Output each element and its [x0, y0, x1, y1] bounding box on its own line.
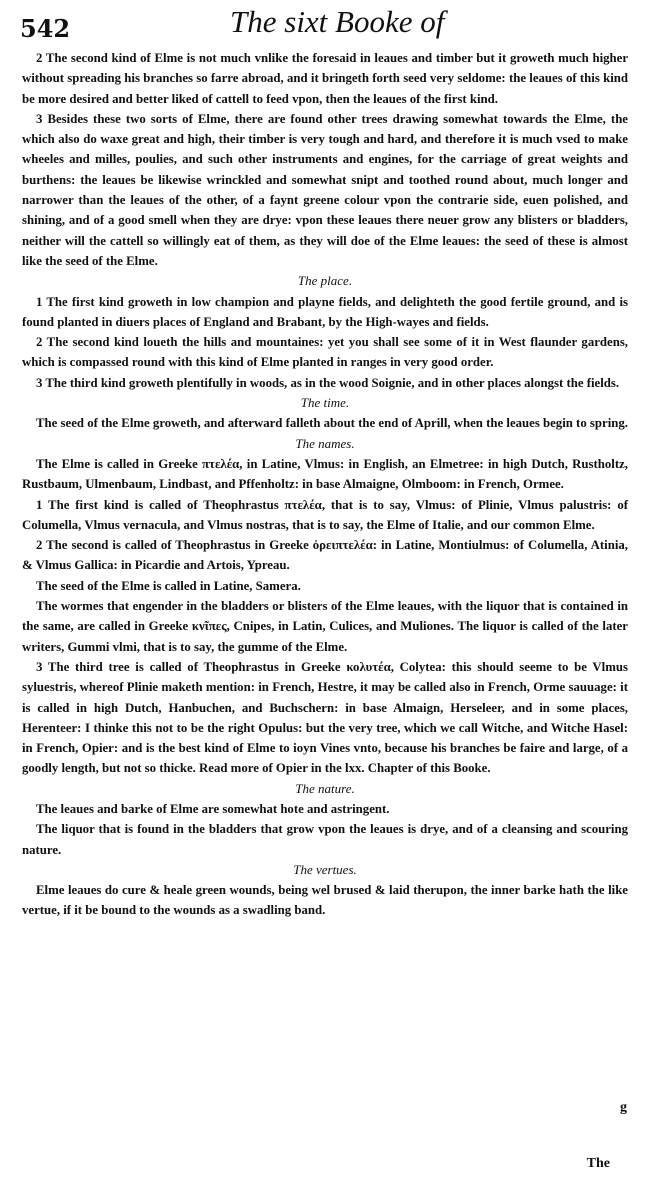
paragraph-names-3: 3 The third tree is called of Theophrastus in Greeke κολυτέα, Colytea: this should seeme to be Vlmus syluestris, whereof Plinie maketh mention: in French, Hestre, it may be called also in French, Orme sauuage: it is called in high Dutch, Hanbuchen, and Buchschern: in base Almaign, Herseleer, and in some places, Herenteer: I thinke this not to be the right Opulus: but the very tree, which we call Witche, and Witche Hasel: in French, Opier: and is the best kind of Elme to ioyn Vines vnto, because his branches be faire and large, of a goodly length, but not so thicke. Read more of Opier in the lxx. Chapter of this Booke. — [22, 659, 628, 776]
paragraph-place-2: 2 The second kind loueth the hills and mountaines: yet you shall see some of it in West flaunder gardens, which is compassed round with this kind of Elme planted in ranges in very good order. — [22, 335, 628, 370]
paragraph-names-wormes: The wormes that engender in the bladders or blisters of the Elme leaues, with the liquor that is contained in the same, are called in Greeke κνῖπες, Cnipes, in Latin, Culices, and Muliones. The liquor is called of the later writers, Gummi vlmi, that is to say, the gumme of the Elme. — [22, 599, 628, 654]
paragraph-time: The seed of the Elme groweth, and afterward falleth about the end of Aprill, when the leaues begin to spring. — [36, 416, 628, 431]
section-heading-vertues: The vertues. — [293, 861, 357, 877]
paragraph-names-seed: The seed of the Elme is called in Latine, Samera. — [36, 578, 301, 593]
section-heading-place: The place. — [297, 273, 353, 289]
paragraph-nature-2: The liquor that is found in the bladders that grow vpon the leaues is drye, and of a cleansing and scouring nature. — [22, 822, 628, 857]
paragraph-second-elme: 2 The second kind of Elme is not much vnlike the foresaid in leaues and timber but it groweth much higher without spreading his branches so farre abroad, and it bringeth forth seed very seldome: the leaues of this kind be more desired and better liked of cattell to feed vpon, then the leaues of the first kind. — [22, 51, 628, 106]
section-heading-nature: The nature. — [295, 780, 355, 796]
paragraph-names-2: 2 The second is called of Theophrastus in Greeke ὀρειπτελέα: in Latine, Montiulmus: of Columella, Atinia, & Vlmus Gallica: in Picardie and Artois, Ypreau. — [22, 538, 628, 573]
page-number: 542 — [20, 14, 71, 43]
paragraph-nature-1: The leaues and barke of Elme are somewhat hote and astringent. — [36, 801, 390, 816]
paragraph-vertues: Elme leaues do cure & heale green wounds, being wel brused & laid therupon, the inner barke hath the like vertue, if it be bound to the wounds as a swadling band. — [22, 883, 628, 918]
paragraph-place-1: 1 The first kind groweth in low champion and playne fields, and delighteth the good fertile ground, and is found planted in diuers places of England and Brabant, by the High-wayes and fields. — [22, 294, 628, 329]
paragraph-place-3: 3 The third kind groweth plentifully in woods, as in the wood Soignie, and in other places alongst the fields. — [36, 375, 620, 390]
page-body — [22, 48, 628, 921]
paragraph-other-trees: 3 Besides these two sorts of Elme, there are found other trees drawing somewhat towards the Elme, the which also do waxe great and high, their timber is very tough and hard, and therefore it is much vsed to make wheeles and milles, poulies, and such other instruments and engines, for the carriage of great weights and burthens: the leaues be likewise wrinckled and somewhat snipt and toothed round about, much longer and narrower than the leaues of the other, of a faynt greene colour vpon the contrarie side, euen polished, and shining, and of a good smell when they are drye: vpon these leaues there neuer grow any blisters or bladders, neither will the cattell so willingly eat of them, as they will doe of the Elme leaues: the seed of these is almost like the seed of the Elme. — [22, 111, 628, 268]
running-title: The sixt Booke of — [230, 4, 445, 39]
paragraph-names-general: The Elme is called in Greeke πτελέα, in Latine, Vlmus: in English, an Elmetree: in high Dutch, Rustholtz, Rustbaum, Ulmenbaum, Lindbast, and Pffenholtz: in base Almaigne, Olmboom: in French, Ormee. — [22, 456, 628, 492]
page-header — [0, 0, 650, 46]
catchword: The — [586, 1156, 610, 1171]
section-heading-time: The time. — [300, 395, 350, 411]
margin-note: g — [620, 1100, 627, 1115]
section-heading-names: The names. — [295, 435, 355, 451]
paragraph-names-1: 1 The first kind is called of Theophrastus πτελέα, that is to say, Vlmus: of Plinie, Vlmus palustris: of Columella, Vlmus vernacula, and Vlmus nostras, that is to say, the Elme of Italie, and our common Elme. — [22, 497, 628, 532]
